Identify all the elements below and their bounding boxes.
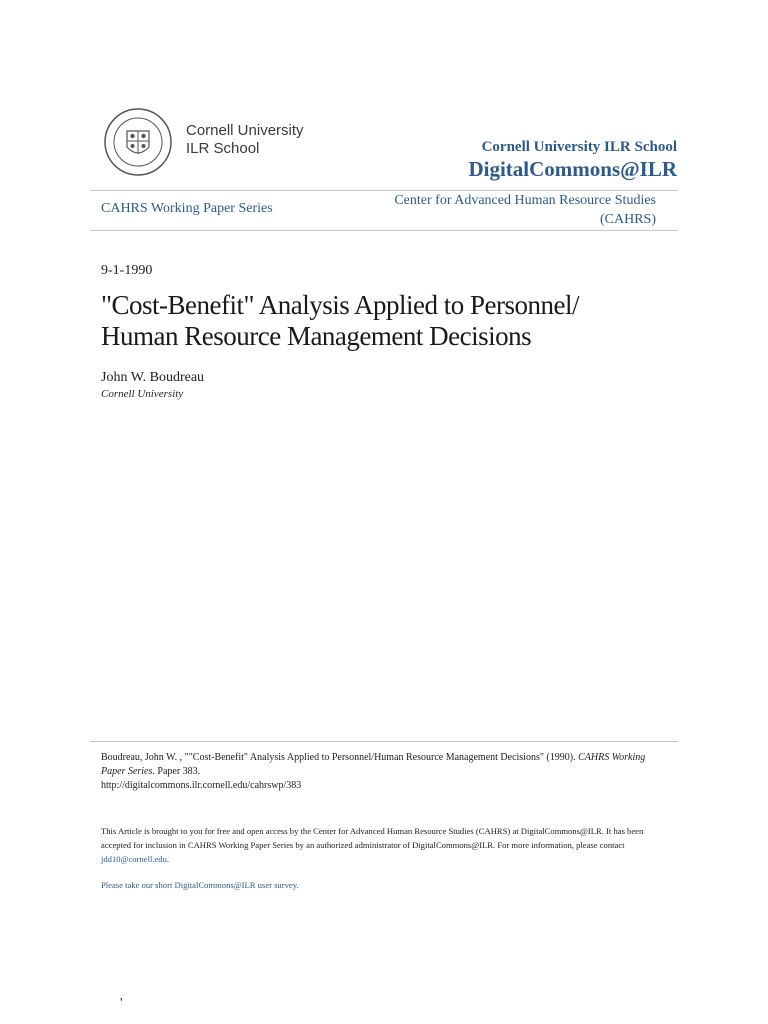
open-access-notice — [101, 824, 671, 866]
series-link[interactable]: CAHRS Working Paper Series — [101, 201, 273, 216]
divider-citation — [90, 741, 678, 742]
author-affiliation: Cornell University — [101, 388, 184, 400]
notice-text-b: . — [166, 854, 170, 864]
survey-link[interactable]: Please take our short DigitalCommons@ILR user survey. — [101, 880, 299, 890]
paper-title-line-1: "Cost-Benefit" Analysis Applied to Personnel/ — [101, 290, 580, 320]
digitalcommons-title[interactable]: DigitalCommons@ILR — [468, 157, 677, 181]
contact-email-link[interactable]: jdd10@cornell.edu — [101, 854, 167, 864]
logo-line-1: Cornell University — [186, 122, 304, 139]
stray-mark: ' — [120, 996, 123, 1011]
cornell-ilr-logo-text — [186, 122, 304, 158]
cornell-seal-icon — [103, 107, 173, 177]
publication-date: 9-1-1990 — [101, 263, 153, 278]
repository-brand[interactable] — [468, 138, 677, 182]
cahrs-center-line-1: Center for Advanced Human Resource Studies — [394, 193, 656, 208]
divider-bottom — [90, 230, 678, 231]
citation-block — [101, 751, 661, 793]
citation-text-b: . Paper 383. — [152, 766, 201, 777]
paper-title — [101, 290, 681, 352]
logo-line-2: ILR School — [186, 140, 260, 157]
cahrs-center-link[interactable] — [356, 191, 656, 229]
author-name[interactable]: John W. Boudreau — [101, 370, 205, 385]
notice-text-a: This Article is brought to you for free and open access by the Center for Advanced Human Resource Studies (CAHRS) at DigitalCommons@ILR. It has been accepted for inclusion in CAHRS Working Paper Series by an authorized administrator of DigitalCommons@ILR. For more information, please contact — [101, 826, 644, 850]
paper-title-line-2: Human Resource Management Decisions — [101, 321, 532, 351]
cahrs-center-line-2: (CAHRS) — [599, 212, 656, 227]
citation-text-a: Boudreau, John W. , ""Cost-Benefit" Analysis Applied to Personnel/Human Resource Management Decisions" (1990). — [101, 752, 579, 763]
citation-url[interactable]: http://digitalcommons.ilr.cornell.edu/cahrswp/383 — [101, 780, 302, 791]
ilr-school-name[interactable]: Cornell University ILR School — [481, 139, 677, 155]
citation-series: CAHRS Working Paper Series — [101, 752, 646, 777]
